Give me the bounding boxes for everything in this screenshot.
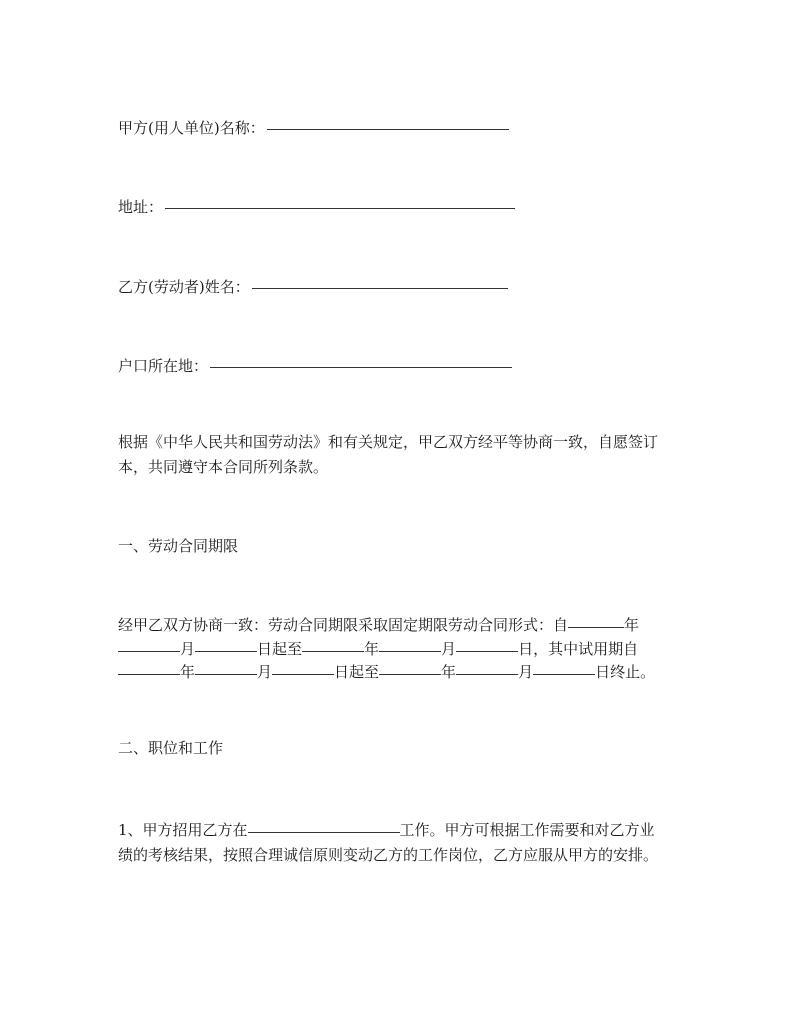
hukou-label: 户口所在地： (118, 357, 209, 375)
term-line-3 (118, 661, 688, 683)
address-blank (165, 207, 515, 209)
probation-start-day-blank (272, 674, 334, 675)
position-text-cont: 工作。甲方可根据工作需要和对乙方业 (399, 821, 655, 839)
address-field (118, 196, 688, 218)
intro-text-2: 本，共同遵守本合同所列条款。 (118, 458, 329, 476)
employee-name-blank (252, 287, 508, 289)
term-text: 经甲乙双方协商一致：劳动合同期限采取固定期限劳动合同形式：自 (118, 616, 569, 634)
hukou-blank (210, 366, 512, 368)
month-unit: 月 (257, 663, 273, 681)
end-month-blank (379, 651, 441, 652)
intro-text-1: 根据《中华人民共和国劳动法》和有关规定，甲乙双方经平等协商一致，自愿签订 (118, 433, 659, 451)
year-unit: 年 (441, 663, 457, 681)
start-day-blank (195, 651, 257, 652)
position-line-1 (118, 819, 688, 841)
section2-heading: 二、职位和工作 (118, 739, 224, 757)
term-line-2 (118, 638, 688, 660)
intro-paragraph-line-2 (118, 456, 688, 478)
employer-name-blank (267, 128, 509, 130)
position-text-line2: 绩的考核结果，按照合理诚信原则变动乙方的工作岗位，乙方应服从甲方的安排。 (118, 846, 659, 864)
hukou-field (118, 355, 688, 377)
probation-end-year-blank (379, 674, 441, 675)
section1-heading: 一、劳动合同期限 (118, 537, 239, 555)
intro-paragraph-line-1 (118, 431, 688, 453)
month-unit: 月 (441, 640, 457, 658)
day-to-text: 日起至 (334, 663, 380, 681)
probation-start-month-blank (195, 674, 257, 675)
end-year-blank (302, 651, 364, 652)
probation-end-day-blank (533, 674, 595, 675)
term-line-1 (118, 614, 688, 636)
employee-name-label: 乙方(劳动者)姓名： (118, 278, 250, 296)
end-day-blank (456, 651, 518, 652)
probation-start-year-blank (118, 674, 180, 675)
position-text: 1、甲方招用乙方在 (118, 821, 248, 839)
section-heading-position (118, 737, 688, 759)
probation-text: 日，其中试用期自 (518, 640, 639, 658)
address-label: 地址： (118, 198, 164, 216)
year-unit: 年 (364, 640, 380, 658)
end-text: 日终止。 (595, 663, 656, 681)
start-year-blank (568, 627, 624, 628)
employer-name-label: 甲方(用人单位)名称： (118, 119, 265, 137)
position-line-2 (118, 844, 688, 866)
month-unit: 月 (180, 640, 196, 658)
year-unit: 年 (624, 616, 640, 634)
section-heading-term (118, 535, 688, 557)
employer-name-field (118, 117, 688, 139)
month-unit: 月 (518, 663, 534, 681)
probation-end-month-blank (456, 674, 518, 675)
start-month-blank (118, 651, 180, 652)
work-location-blank (248, 832, 400, 833)
year-unit: 年 (180, 663, 196, 681)
day-to-text: 日起至 (257, 640, 303, 658)
employee-name-field (118, 276, 688, 298)
